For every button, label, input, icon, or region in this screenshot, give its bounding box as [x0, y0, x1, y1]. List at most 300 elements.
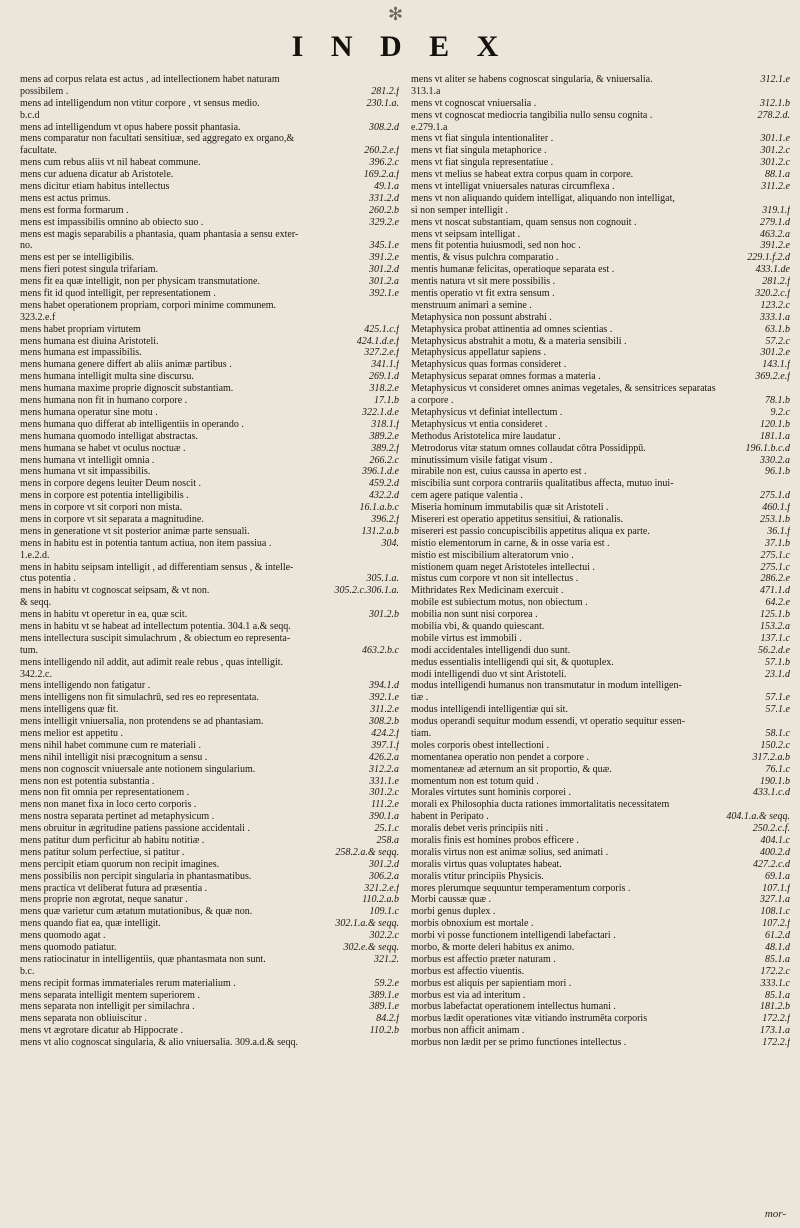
left-column	[20, 74, 399, 1049]
index-entry-reference: 137.1.c	[760, 632, 790, 644]
index-entry-reference: 279.1.d	[760, 216, 790, 228]
index-entry-reference: 389.2.e	[369, 430, 399, 442]
index-entry-reference: 229.1.f.2.d	[747, 252, 790, 264]
index-entry-reference: 57.1.b	[765, 656, 790, 668]
index-entry-text: a corpore .	[411, 395, 454, 407]
index-entry	[411, 811, 790, 823]
index-entry-text: Metaphysica non possunt abstrahi .	[411, 311, 552, 323]
index-entry-reference: 181.1.a	[760, 430, 790, 442]
index-entry-reference: 404.1.c	[760, 835, 790, 846]
index-entry-text: mens humana quomodo intelligat abstractas.	[20, 430, 199, 442]
index-entry-reference: 333.1.a	[760, 311, 790, 323]
index-entry-text: morbus non afficit animam .	[411, 1025, 525, 1037]
index-entry-reference: 181.2.b	[760, 1001, 790, 1013]
index-entry-text: Methodus Aristotelica mire laudatur .	[411, 430, 561, 442]
index-entry	[20, 347, 399, 359]
index-entry-reference: 301.2.d	[369, 858, 399, 870]
index-entry-reference: 397.1.f	[371, 739, 399, 751]
index-entry-reference: 322.1.d.e	[362, 406, 399, 418]
index-entry-text: mirabile non est, cuius caussa in aperto est .	[411, 466, 587, 478]
index-entry	[20, 395, 399, 407]
index-entry-text: mens vt intelligat vniuersales naturas circumflexa .	[411, 181, 615, 193]
index-entry-reference: 69.1.a	[765, 870, 790, 882]
index-entry	[20, 894, 399, 906]
index-entry-text: mens in corpore degens leuiter Deum noscit .	[20, 478, 202, 490]
index-entry-text: mentis, & visus pulchra comparatio .	[411, 252, 559, 264]
index-entry-text: mens est impassibilis omnino ab obiecto suo .	[20, 216, 204, 228]
index-entry-reference: 25.1.c	[374, 823, 399, 835]
index-entry	[20, 799, 399, 811]
index-entry-text: e.279.1.a	[411, 121, 448, 133]
index-entry-reference: 196.1.b.c.d	[745, 442, 790, 454]
index-entry	[20, 514, 399, 526]
index-entry-reference: 304.	[381, 537, 399, 549]
index-entry-text: mens humana est diuina Aristoteli.	[20, 335, 159, 347]
index-entry-text: 313.1.a	[411, 85, 441, 97]
index-entry	[20, 966, 399, 978]
index-entry-reference: 281.2.f	[371, 85, 399, 97]
index-entry	[411, 787, 790, 799]
index-entry-text: modus intelligendi intelligentiæ qui sit.	[411, 704, 568, 716]
index-entry	[411, 431, 790, 443]
index-entry	[411, 573, 790, 585]
index-entry	[411, 978, 790, 990]
index-entry-text: mens obruitur in ægritudine patiens passione accidentali .	[20, 823, 250, 835]
index-entry	[411, 657, 790, 669]
index-entry-text: mens ad corpus relata est actus , ad intellectionem habet naturam	[20, 74, 280, 85]
index-entry-reference: 9.2.c	[770, 406, 790, 418]
index-entry-reference: 125.1.b	[760, 609, 790, 621]
index-entry-text: mens in habitu seipsam intelligit , ad differentiam sensus , & intelle-	[20, 561, 294, 573]
index-entry	[411, 894, 790, 906]
index-entry	[20, 871, 399, 883]
index-entry-text: ctus potentia .	[20, 573, 76, 585]
index-entry	[20, 918, 399, 930]
index-entry	[411, 1037, 790, 1049]
index-entry	[411, 502, 790, 514]
index-entry	[411, 395, 790, 407]
index-entry-reference: 36.1.f	[767, 525, 790, 537]
index-entry-reference: 305.2.c.306.1.a.	[334, 585, 399, 597]
index-entry	[411, 954, 790, 966]
index-entry-text: tiam.	[411, 727, 432, 739]
index-entry	[20, 1025, 399, 1037]
index-entry-reference: 63.1.b	[765, 323, 790, 335]
index-entry-reference: 260.2.b	[369, 204, 399, 216]
index-entry	[411, 300, 790, 312]
index-entry-text: mens vt ægrotare dicatur ab Hippocrate .	[20, 1025, 183, 1037]
index-entry-text: Metaphysicus vt consideret omnes animas vegetales, & sensitrices separatas	[411, 383, 716, 395]
index-entry-reference: 61.2.d	[765, 930, 790, 942]
index-entry	[411, 585, 790, 597]
index-entry-text: Metaphysicus separat omnes formas a materia .	[411, 371, 601, 383]
index-entry	[411, 205, 790, 217]
index-entry	[411, 776, 790, 788]
index-entry-reference: 460.1.f	[762, 502, 790, 514]
catchword: mor-	[764, 1208, 786, 1220]
index-entry-reference: 281.2.f	[762, 276, 790, 288]
index-entry-reference: 330.2.a	[760, 454, 790, 466]
index-entry-text: mens non manet fixa in loco certo corporis .	[20, 799, 197, 811]
index-entry-text: mens recipit formas immateriales rerum materialium .	[20, 977, 236, 989]
index-entry	[20, 193, 399, 205]
index-entry	[20, 359, 399, 371]
index-entry-reference: 389.1.e	[369, 1001, 399, 1013]
index-entry-text: mens ad intelligendum non vtitur corpore , vt sensus medio.	[20, 97, 260, 109]
index-entry-reference: 427.2.c.d	[753, 858, 790, 870]
index-entry	[411, 288, 790, 300]
index-entry	[411, 704, 790, 716]
index-entry	[20, 145, 399, 157]
index-entry-reference: 275.1.c	[760, 561, 790, 573]
index-entry-text: morbus non lædit per se primo functiones intellectus .	[411, 1037, 627, 1049]
index-entry-text: mens melior est appetitu .	[20, 727, 124, 739]
index-entry	[20, 847, 399, 859]
index-entry-text: mens in corpore vt sit corpori non mista.	[20, 502, 183, 514]
index-entry-text: mistionem quam neget Aristoteles intellectui .	[411, 561, 595, 573]
index-entry-reference: 331.1.e	[369, 775, 399, 787]
index-entry-text: mens non cognoscit vniuersale ante notionem singularium.	[20, 763, 256, 775]
index-entry	[411, 906, 790, 918]
index-entry	[20, 930, 399, 942]
index-entry	[20, 776, 399, 788]
index-entry	[411, 692, 790, 704]
index-entry-reference: 320.2.c.f	[755, 288, 790, 300]
index-entry-text: mens cum rebus aliis vt nil habeat commune.	[20, 157, 201, 169]
index-entry	[20, 692, 399, 704]
index-entry	[20, 122, 399, 134]
index-entry-text: & seqq.	[20, 597, 52, 609]
index-entry-text: morbi vi posse functionem intelligendi labefactari .	[411, 930, 616, 942]
index-entry-reference: 57.2.c	[765, 335, 790, 347]
index-entry	[411, 847, 790, 859]
index-entry-text: mens proprie non ægrotat, neque sanatur .	[20, 894, 188, 906]
index-entry-text: modi accidentales intelligendi duo sunt.	[411, 644, 571, 656]
index-entry-reference: 390.1.a	[369, 811, 399, 823]
index-entry-text: Misereri est operatio appetitus sensitiui, & rationalis.	[411, 513, 624, 525]
index-entry	[20, 621, 399, 633]
index-entry-text: mens humana vt sit impassibilis.	[20, 466, 151, 478]
index-entry-text: Mithridates Rex Medicinam exercuit .	[411, 585, 564, 597]
index-entry-text: Metaphysicus appellatur sapiens .	[411, 347, 546, 359]
index-entry-text: morbus est affectio viuentis.	[411, 965, 525, 977]
index-entry	[20, 990, 399, 1002]
index-entry-reference: 150.2.c	[760, 739, 790, 751]
index-entry-reference: 369.2.e.f	[755, 371, 790, 383]
index-entry-reference: 301.2.d	[369, 264, 399, 276]
index-entry-reference: 301.1.e	[760, 133, 790, 145]
index-entry-text: mens non est potentia substantia .	[20, 775, 155, 787]
index-entry-reference: 392.1.e	[369, 692, 399, 704]
index-entry-text: mens humana vt intelligit omnia .	[20, 454, 155, 466]
index-entry-reference: 123.2.c	[760, 299, 790, 311]
index-entry-reference: 424.2.f	[371, 727, 399, 739]
index-entry-reference: 169.2.a.f	[363, 169, 399, 181]
index-entry	[411, 383, 790, 395]
index-entry-reference: 301.2.b	[369, 609, 399, 621]
index-entry	[411, 752, 790, 764]
index-entry-reference: 275.1.d	[760, 490, 790, 502]
index-entry-text: mens fit id quod intelligit, per representationem .	[20, 288, 216, 300]
index-entry	[411, 455, 790, 467]
index-entry	[411, 645, 790, 657]
index-entry-text: mentis operatio vt fit extra sensum .	[411, 288, 555, 300]
index-entry-text: mens fit potentia huiusmodi, sed non hoc .	[411, 240, 581, 252]
index-entry	[411, 336, 790, 348]
index-entry	[411, 764, 790, 776]
index-entry-text: mens in habitu vt operetur in ea, quæ scit.	[20, 609, 188, 621]
index-entry	[411, 669, 790, 681]
index-entry-text: mens intelligens non fit simulachrū, sed res eo representata.	[20, 692, 259, 704]
index-entry-reference: 396.2.c	[369, 157, 399, 169]
index-entry	[411, 562, 790, 574]
index-entry-text: moralis vtitur principiis Physicis.	[411, 870, 544, 882]
index-entry-reference: 312.2.a	[369, 763, 399, 775]
index-entry-reference: 400.2.d	[760, 846, 790, 858]
index-entry	[411, 621, 790, 633]
index-entry-text: mens vt melius se habeat extra corpus quam in corpore.	[411, 169, 634, 181]
index-entry-text: mens ratiocinatur in intelligentiis, quæ phantasmata non sunt.	[20, 953, 266, 965]
index-entry	[411, 871, 790, 883]
index-entry	[20, 502, 399, 514]
index-entry-reference: 312.1.e	[760, 74, 790, 85]
index-entry-reference: 312.1.b	[760, 97, 790, 109]
index-entry-reference: 391.2.e	[369, 252, 399, 264]
index-entry	[411, 835, 790, 847]
index-entry	[411, 1025, 790, 1037]
index-entry-text: menstruum animari a semine .	[411, 299, 532, 311]
index-entry	[411, 609, 790, 621]
index-entry-text: mens humana operatur sine motu .	[20, 406, 158, 418]
index-entry-reference: 173.1.a	[760, 1025, 790, 1037]
index-entry	[411, 1001, 790, 1013]
index-entry-reference: 58.1.c	[765, 727, 790, 739]
index-entry-reference: 120.1.b	[760, 418, 790, 430]
index-entry-text: b.c.	[20, 965, 35, 977]
index-entry-reference: 463.2.a	[760, 228, 790, 240]
index-entry-text: mens cur aduena dicatur ab Aristotele.	[20, 169, 174, 181]
index-entry	[411, 942, 790, 954]
index-entry-reference: 396.1.d.e	[362, 466, 399, 478]
index-entry-text: mobilia vbi, & quando quiescant.	[411, 620, 545, 632]
index-entry-reference: 331.2.d	[369, 192, 399, 204]
index-entry-reference: 432.2.d	[369, 490, 399, 502]
index-entry-text: misereri est passio concupiscibilis appetitus aliqua ex parte.	[411, 525, 650, 537]
ornament-icon: ✻	[388, 4, 404, 24]
index-entry-text: modus intelligendi humanus non transmutatur in modum intelligen-	[411, 680, 682, 692]
index-entry	[411, 193, 790, 205]
index-entry	[411, 740, 790, 752]
index-entry-reference: 85.1.a	[765, 953, 790, 965]
index-entry	[20, 645, 399, 657]
index-entry-reference: 302.2.c	[369, 930, 399, 942]
index-entry	[20, 336, 399, 348]
index-entry-reference: 109.1.c	[369, 906, 399, 918]
index-entry-reference: 318.2.e	[369, 383, 399, 395]
index-entry-reference: 301.2.a	[369, 276, 399, 288]
index-entry	[20, 883, 399, 895]
index-entry	[411, 264, 790, 276]
index-entry-text: mens in habitu est in potentia tantum actiua, non item passiua .	[20, 537, 272, 549]
index-entry-text: facultate.	[20, 145, 57, 157]
index-entry	[411, 419, 790, 431]
index-entry	[20, 288, 399, 300]
index-entry-text: mens vt seipsam intelligat .	[411, 228, 521, 240]
index-entry-text: no.	[20, 240, 33, 252]
index-entry	[20, 859, 399, 871]
index-entry-reference: 143.1.f	[762, 359, 790, 371]
index-entry	[20, 954, 399, 966]
index-entry-reference: 258.a	[376, 835, 399, 846]
index-entry-text: momentanea operatio non pendet a corpore .	[411, 751, 589, 763]
index-entry	[411, 466, 790, 478]
index-entry-text: mens separata non intelligit per similachra .	[20, 1001, 195, 1013]
index-entry-text: mens humana se habet vt oculus noctuæ .	[20, 442, 186, 454]
index-entry	[20, 562, 399, 574]
index-entry-reference: 319.1.f	[762, 204, 790, 216]
index-entry-text: modus operandi sequitur modum essendi, vt operatio sequitur essen-	[411, 716, 686, 728]
index-entry	[411, 930, 790, 942]
index-entry	[20, 752, 399, 764]
index-entry-text: momentaneæ ad æternum an sit proportio, & quæ.	[411, 763, 612, 775]
index-entry-text: Metaphysicus quas formas consideret .	[411, 359, 567, 371]
index-entry-reference: 301.2.c	[760, 145, 790, 157]
index-entry	[411, 133, 790, 145]
index-entry	[411, 240, 790, 252]
index-entry-text: mens vt alio cognoscat singularia, & alio vniuersalia. 309.a.d.& seqq.	[20, 1037, 298, 1049]
index-entry-text: morbi genus duplex .	[411, 906, 496, 918]
index-entry-text: mens intelligendo nil addit, aut adimit reale rebus , quas intelligit.	[20, 656, 283, 668]
index-entry-reference: 306.2.a	[369, 870, 399, 882]
index-entry	[20, 217, 399, 229]
index-entry-reference: 107.2.f	[762, 918, 790, 930]
index-entry-text: mores plerumque sequuntur temperamentum corporis .	[411, 882, 631, 894]
index-entry-reference: 463.2.b.c	[362, 644, 399, 656]
index-entry-text: tum.	[20, 644, 39, 656]
index-entry-reference: 433.1.de	[755, 264, 790, 276]
index-entry-text: mens nihil intelligit nisi præcognitum a sensu .	[20, 751, 208, 763]
index-entry	[20, 609, 399, 621]
index-entry	[20, 419, 399, 431]
index-entry	[20, 764, 399, 776]
index-entry	[411, 157, 790, 169]
index-entry-text: moles corporis obest intellectioni .	[411, 739, 550, 751]
index-entry-text: tiæ .	[411, 692, 429, 704]
index-entry-reference: 302.1.a.& seqq.	[335, 918, 399, 930]
index-entry	[411, 883, 790, 895]
index-entry-text: mens quomodo agat .	[20, 930, 106, 942]
index-entry-reference: 301.2.c	[760, 157, 790, 169]
index-entry-text: mens vt cognoscat mediocria tangibilia nullo sensu cognita .	[411, 109, 653, 121]
index-entry	[20, 823, 399, 835]
index-entry-text: modi intelligendi duo vt sint Aristoteli.	[411, 668, 567, 680]
right-column	[411, 74, 790, 1049]
index-entry	[411, 490, 790, 502]
index-entry	[20, 1001, 399, 1013]
index-entry-text: mens nostra separata pertinet ad metaphysicum .	[20, 811, 215, 823]
index-entry-text: mens est per se intelligibilis.	[20, 252, 135, 264]
index-entry-text: mens possibilis non percipit singularia in phantasmatibus.	[20, 870, 252, 882]
index-entry-reference: 459.2.d	[369, 478, 399, 490]
index-entry-text: mens humana genere differt ab aliis animæ partibus .	[20, 359, 232, 371]
index-entry	[20, 169, 399, 181]
index-entry-reference: 389.2.f	[371, 442, 399, 454]
index-entry-text: mistus cum corpore vt non sit intellectus .	[411, 573, 579, 585]
index-entry-text: mens non fit omnia per representationem .	[20, 787, 190, 799]
index-entry	[411, 918, 790, 930]
index-entry-text: b.c.d	[20, 109, 40, 121]
index-entry	[411, 550, 790, 562]
index-entry-text: mens humana est impassibilis.	[20, 347, 142, 359]
index-entry	[20, 657, 399, 669]
index-entry-reference: 321.2.e.f	[364, 882, 399, 894]
index-entry-reference: 278.2.d.	[757, 109, 790, 121]
index-entry	[20, 240, 399, 252]
index-entry-reference: 253.1.b	[760, 513, 790, 525]
index-entry	[20, 300, 399, 312]
index-entry-reference: 57.1.e	[765, 704, 790, 716]
index-entry	[20, 264, 399, 276]
index-entry-text: mens fit ea quæ intelligit, non per physicam transmutatione.	[20, 276, 260, 288]
index-entry	[20, 740, 399, 752]
index-entry-reference: 260.2.e.f	[364, 145, 399, 157]
index-entry-text: moralis debet veris principiis niti .	[411, 823, 549, 835]
index-entry-text: mens in habitu vt se habeat ad intellectum potentia. 304.1 a.& seqq.	[20, 620, 291, 632]
index-entry	[411, 122, 790, 134]
index-entry-text: moralis virtus non est animæ solius, sed animati .	[411, 846, 609, 858]
index-entry-text: mens est magis separabilis a phantasia, quam phantasia a sensu exter-	[20, 228, 299, 240]
index-entry-text: 323.2.e.f	[20, 311, 56, 323]
index-entry-text: mens vt fiat singula intentionaliter .	[411, 133, 554, 145]
index-entry-reference: 425.1.c.f	[364, 323, 399, 335]
index-entry	[20, 181, 399, 193]
index-entry	[411, 276, 790, 288]
index-entry	[411, 407, 790, 419]
index-entry	[411, 98, 790, 110]
index-entry-text: morbo, & morte deleri habitus ex animo.	[411, 942, 575, 954]
index-entry-reference: 317.2.a.b	[752, 751, 790, 763]
index-entry-text: mens habet operationem propriam, corpori minime communem.	[20, 299, 277, 311]
index-entry-text: mentis natura vt sit mere possibilis .	[411, 276, 556, 288]
index-entry-text: mens separata intelligit mentem superiorem .	[20, 989, 200, 1001]
index-entry-text: Morales virtutes sunt hominis corporei .	[411, 787, 571, 799]
index-entry-text: morbus est aliquis per sapientiam mori .	[411, 977, 572, 989]
index-entry-reference: 111.2.e	[371, 799, 399, 811]
index-entry-text: mens intelligit vniuersalia, non protendens se ad phantasiam.	[20, 716, 264, 728]
index-entry-text: mens humana quo differat ab intelligentiis in operando .	[20, 418, 244, 430]
index-entry-text: mistio est miscibilium alteratorum vnio .	[411, 549, 574, 561]
index-entry-text: mens humana intelligit multa sine discursu.	[20, 371, 194, 383]
index-entry	[411, 181, 790, 193]
index-entry-reference: 327.2.e.f	[364, 347, 399, 359]
index-entry-reference: 78.1.b	[765, 395, 790, 407]
index-entry	[20, 526, 399, 538]
index-entry	[20, 466, 399, 478]
index-entry	[20, 906, 399, 918]
index-entry	[20, 597, 399, 609]
index-entry	[20, 371, 399, 383]
index-entry-reference: 56.2.d.e	[758, 644, 790, 656]
index-entry	[411, 443, 790, 455]
index-entry	[411, 538, 790, 550]
index-entry-text: Morbi caussæ quæ .	[411, 894, 491, 906]
index-entry	[20, 669, 399, 681]
index-entry-text: momentum non est totum quid .	[411, 775, 539, 787]
index-entry	[20, 538, 399, 550]
index-entry	[20, 716, 399, 728]
index-entry-reference: 426.2.a	[369, 751, 399, 763]
index-entry-text: mobile est subiectum motus, non obiectum .	[411, 597, 588, 609]
